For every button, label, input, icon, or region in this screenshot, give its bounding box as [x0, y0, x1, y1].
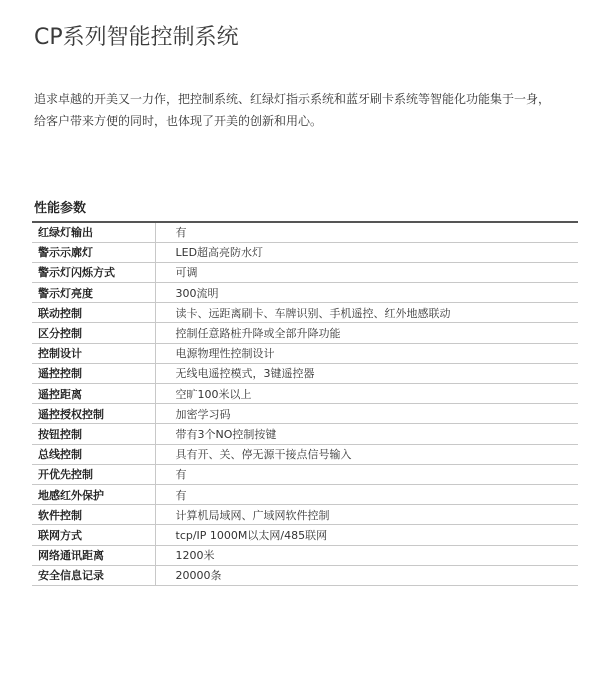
table-row — [32, 424, 578, 444]
spec-label: 总线控制 — [32, 444, 155, 464]
spec-value: 计算机局域网、广域网软件控制 — [155, 505, 578, 525]
spec-value: 无线电遥控模式，3键遥控器 — [155, 363, 578, 383]
table-row — [32, 384, 578, 404]
spec-label: 网络通讯距离 — [32, 545, 155, 565]
section-title-specs: 性能参数 — [34, 201, 87, 216]
table-row — [32, 464, 578, 484]
table-row — [32, 262, 578, 282]
table-row — [32, 283, 578, 303]
spec-label: 遥控授权控制 — [32, 404, 155, 424]
table-row — [32, 484, 578, 504]
spec-label: 遥控控制 — [32, 363, 155, 383]
spec-value: 带有3个NO控制按键 — [155, 424, 578, 444]
spec-value: 空旷100米以上 — [155, 384, 578, 404]
intro-line-2: 给客户带来方便的同时，也体现了开美的创新和用心。 — [34, 114, 323, 128]
spec-table — [32, 221, 578, 586]
intro-line-1: 追求卓越的开美又一力作，把控制系统、红绿灯指示系统和蓝牙刷卡系统等智能化功能集于一身， — [34, 92, 551, 106]
spec-label: 软件控制 — [32, 505, 155, 525]
spec-label: 地感红外保护 — [32, 484, 155, 504]
intro-paragraph — [34, 88, 594, 132]
spec-value: 读卡、远距离刷卡、车牌识别、手机遥控、红外地感联动 — [155, 303, 578, 323]
table-row — [32, 363, 578, 383]
spec-value: 有 — [155, 464, 578, 484]
page-title: CP系列智能控制系统 — [34, 25, 239, 50]
spec-value: 控制任意路桩升降或全部升降功能 — [155, 323, 578, 343]
spec-label: 按钮控制 — [32, 424, 155, 444]
spec-label: 遥控距离 — [32, 384, 155, 404]
spec-label: 联动控制 — [32, 303, 155, 323]
spec-label: 区分控制 — [32, 323, 155, 343]
spec-label: 联网方式 — [32, 525, 155, 545]
spec-value: 可调 — [155, 262, 578, 282]
table-row — [32, 343, 578, 363]
spec-value: tcp/IP 1000M以太网/485联网 — [155, 525, 578, 545]
spec-value: 1200米 — [155, 545, 578, 565]
spec-value: 300流明 — [155, 283, 578, 303]
table-row — [32, 444, 578, 464]
table-row — [32, 222, 578, 242]
table-row — [32, 565, 578, 585]
table-row — [32, 404, 578, 424]
spec-label: 红绿灯输出 — [32, 222, 155, 242]
spec-value: LED超高亮防水灯 — [155, 242, 578, 262]
spec-value: 加密学习码 — [155, 404, 578, 424]
spec-label: 警示灯亮度 — [32, 283, 155, 303]
spec-label: 警示灯闪烁方式 — [32, 262, 155, 282]
spec-label: 控制设计 — [32, 343, 155, 363]
spec-label: 安全信息记录 — [32, 565, 155, 585]
spec-value: 电源物理性控制设计 — [155, 343, 578, 363]
spec-value: 有 — [155, 484, 578, 504]
spec-label: 开优先控制 — [32, 464, 155, 484]
table-row — [32, 545, 578, 565]
table-row — [32, 505, 578, 525]
table-row — [32, 525, 578, 545]
table-row — [32, 303, 578, 323]
spec-value: 20000条 — [155, 565, 578, 585]
table-row — [32, 323, 578, 343]
spec-value: 具有开、关、停无源干接点信号输入 — [155, 444, 578, 464]
spec-label: 警示示廓灯 — [32, 242, 155, 262]
table-row — [32, 242, 578, 262]
spec-value: 有 — [155, 222, 578, 242]
